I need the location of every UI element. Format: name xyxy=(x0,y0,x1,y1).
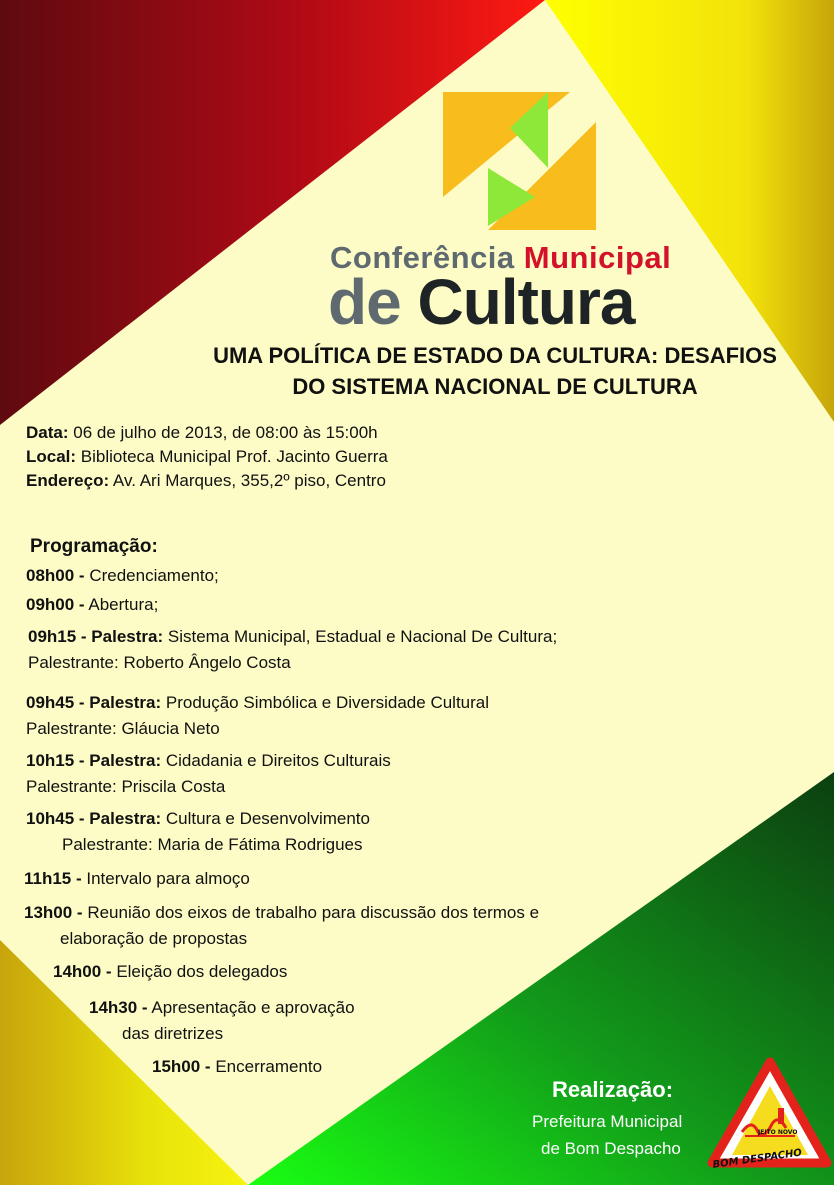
realizacao-line2: de Bom Despacho xyxy=(541,1139,681,1158)
program-time: 09h45 - Palestra: xyxy=(26,693,162,712)
program-text: Cultura e Desenvolvimento xyxy=(161,809,370,828)
realizacao-line1: Prefeitura Municipal xyxy=(532,1112,683,1131)
event-location xyxy=(26,445,388,469)
program-item xyxy=(26,807,370,831)
badge-small-text: JEITO NOVO xyxy=(758,1129,798,1136)
event-date xyxy=(26,421,378,445)
program-time: 09h15 - Palestra: xyxy=(28,627,164,646)
subtitle-line1: UMA POLÍTICA DE ESTADO DA CULTURA: DESAFIOS xyxy=(213,343,777,368)
program-speaker: Palestrante: Gláucia Neto xyxy=(26,719,220,738)
program-time: 15h00 - xyxy=(152,1057,211,1076)
program-text: Encerramento xyxy=(210,1057,323,1076)
program-text: Intervalo para almoço xyxy=(81,869,250,888)
location-value: Biblioteca Municipal Prof. Jacinto Guerra xyxy=(76,447,388,466)
program-item xyxy=(26,691,489,715)
program-item xyxy=(53,960,287,984)
logo-word-cultura: Cultura xyxy=(417,266,635,338)
badge-name: BOM DESPACHO xyxy=(712,1147,803,1171)
program-text: Cidadania e Direitos Culturais xyxy=(161,751,391,770)
program-item xyxy=(24,901,539,925)
program-text: Apresentação e aprovação xyxy=(147,998,355,1017)
subtitle-line2: DO SISTEMA NACIONAL DE CULTURA xyxy=(292,374,698,399)
date-label: Data: xyxy=(26,423,69,442)
program-speaker: Palestrante: Maria de Fátima Rodrigues xyxy=(62,835,363,854)
program-item xyxy=(26,593,158,617)
program-time: 08h00 - xyxy=(26,566,85,585)
program-continuation: elaboração de propostas xyxy=(60,929,248,948)
program-time: 09h00 - xyxy=(26,595,85,614)
event-address xyxy=(26,469,386,493)
location-label: Local: xyxy=(26,447,77,466)
address-label: Endereço: xyxy=(26,471,110,490)
realizacao-title: Realização: xyxy=(552,1077,674,1102)
program-time: 10h15 - Palestra: xyxy=(26,751,162,770)
program-time: 10h45 - Palestra: xyxy=(26,809,162,828)
program-item xyxy=(89,996,355,1020)
program-item xyxy=(26,749,391,773)
program-text: Reunião dos eixos de trabalho para discussão dos termos e xyxy=(82,903,540,922)
program-time: 13h00 - xyxy=(24,903,83,922)
program-text: Credenciamento; xyxy=(84,566,219,585)
date-value: 06 de julho de 2013, de 08:00 às 15:00h xyxy=(68,423,378,442)
logo-word-de: de xyxy=(328,266,401,338)
program-speaker: Palestrante: Roberto Ângelo Costa xyxy=(28,653,291,672)
program-item xyxy=(24,867,250,891)
program-speaker: Palestrante: Priscila Costa xyxy=(26,777,226,796)
logo-word-municipal: Municipal xyxy=(523,240,672,275)
program-text: Sistema Municipal, Estadual e Nacional De Cultura; xyxy=(163,627,558,646)
program-item xyxy=(26,564,219,588)
program-text: Eleição dos delegados xyxy=(111,962,288,981)
program-time: 11h15 - xyxy=(24,869,82,888)
logo-title-line2 xyxy=(328,266,634,338)
program-title: Programação: xyxy=(30,536,158,557)
program-time: 14h00 - xyxy=(53,962,112,981)
logo-word-conferencia: Conferência xyxy=(330,240,515,275)
program-item xyxy=(152,1055,322,1079)
program-time: 14h30 - xyxy=(89,998,148,1017)
address-value: Av. Ari Marques, 355,2º piso, Centro xyxy=(109,471,386,490)
program-continuation: das diretrizes xyxy=(122,1024,224,1043)
program-text: Produção Simbólica e Diversidade Cultural xyxy=(161,693,490,712)
program-item xyxy=(28,625,557,649)
program-text: Abertura; xyxy=(84,595,159,614)
